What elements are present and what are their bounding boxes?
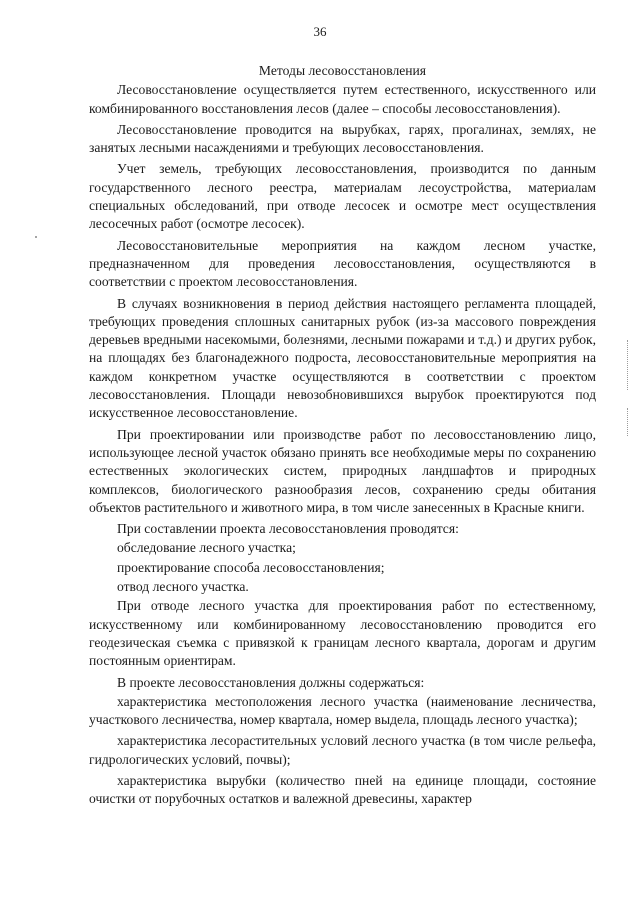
list-item-survey: обследование лесного участка; (117, 540, 296, 556)
paragraph-measures: Лесовосстановительные мероприятия на каждом лесном участке, предназначенном для проведения лесовосстановления, осуществляются в соответствии с проектом лесовосстановления. (89, 237, 596, 290)
paragraph-land-accounting: Учет земель, требующих лесовосстановления, производится по данным государственного лесного реестра, материалам лесоустройства, материалам специальных обследований, при отводе лесосек и осмотре мест осуществления лесосечных работ (осмотре лесосек). (89, 161, 596, 232)
list-item-location: характеристика местоположения лесного участка (наименование лесничества, участкового лесничества, номер квартала, номер выдела, площадь лесного участка); (89, 693, 596, 728)
paragraph-sanitary-cuttings: В случаях возникновения в период действия настоящего регламента площадей, требующих проведения сплошных санитарных рубок (из-за массового повреждения деревьев вредными насекомыми, болезнями, лесными пожарами и т.д.) и других рубок, на площадях без благонадежного подроста, лесовосстановительные мероприятия на каждом конкретном участке осуществляются в соответствии с проектом лесовосстановления. Площади невозобновившихся вырубок проектируются под искусственное лесовосстановление. (89, 295, 596, 421)
list-item-cutting: характеристика вырубки (количество пней на единице площади, состояние очистки от порубочных остатков и валежной древесины, характер (89, 772, 596, 807)
scan-margin-mark (627, 340, 631, 390)
paragraph-obligations: При проектировании или производстве работ по лесовосстановлению лицо, использующее лесной участок обязано принять все необходимые меры по сохранению естественных экологических систем, природных ландшафтов и природных комплексов, биологического разнообразия лесов, сохранению среды обитания объектов растительного и животного мира, в том числе занесенных в Красные книги. (89, 426, 596, 515)
scan-margin-mark-lower (627, 408, 631, 436)
list-item-design: проектирование способа лесовосстановления; (117, 559, 385, 575)
list-item-allotment: отвод лесного участка. (117, 579, 249, 595)
page-number: 36 (313, 24, 327, 39)
section-title: Методы лесовосстановления (258, 63, 427, 78)
paragraph-definition: Лесовосстановление осуществляется путем естественного, искусственного или комбинированного восстановления лесов (далее – способы лесовосстановления). (89, 82, 596, 116)
paragraph-geodetic-survey: При отводе лесного участка для проектирования работ по естественному, искусственному или комбинированному лесовосстановлению проводится его геодезическая съемка с привязкой к границам лесного квартала, дорогам и другим постоянным ориентирам. (89, 598, 596, 669)
paragraph-project-steps-intro: При составлении проекта лесовосстановления проводятся: (117, 521, 459, 537)
page-content (89, 62, 596, 809)
scan-speck (35, 236, 37, 238)
paragraph-project-contents-intro: В проекте лесовосстановления должны содержаться: (117, 674, 425, 690)
list-item-conditions: характеристика лесорастительных условий лесного участка (в том числе рельефа, гидрологических условий, почвы); (89, 733, 596, 767)
paragraph-locations: Лесовосстановление проводится на вырубках, гарях, прогалинах, землях, не занятых лесными насаждениями и требующих лесовосстановления. (89, 121, 596, 156)
